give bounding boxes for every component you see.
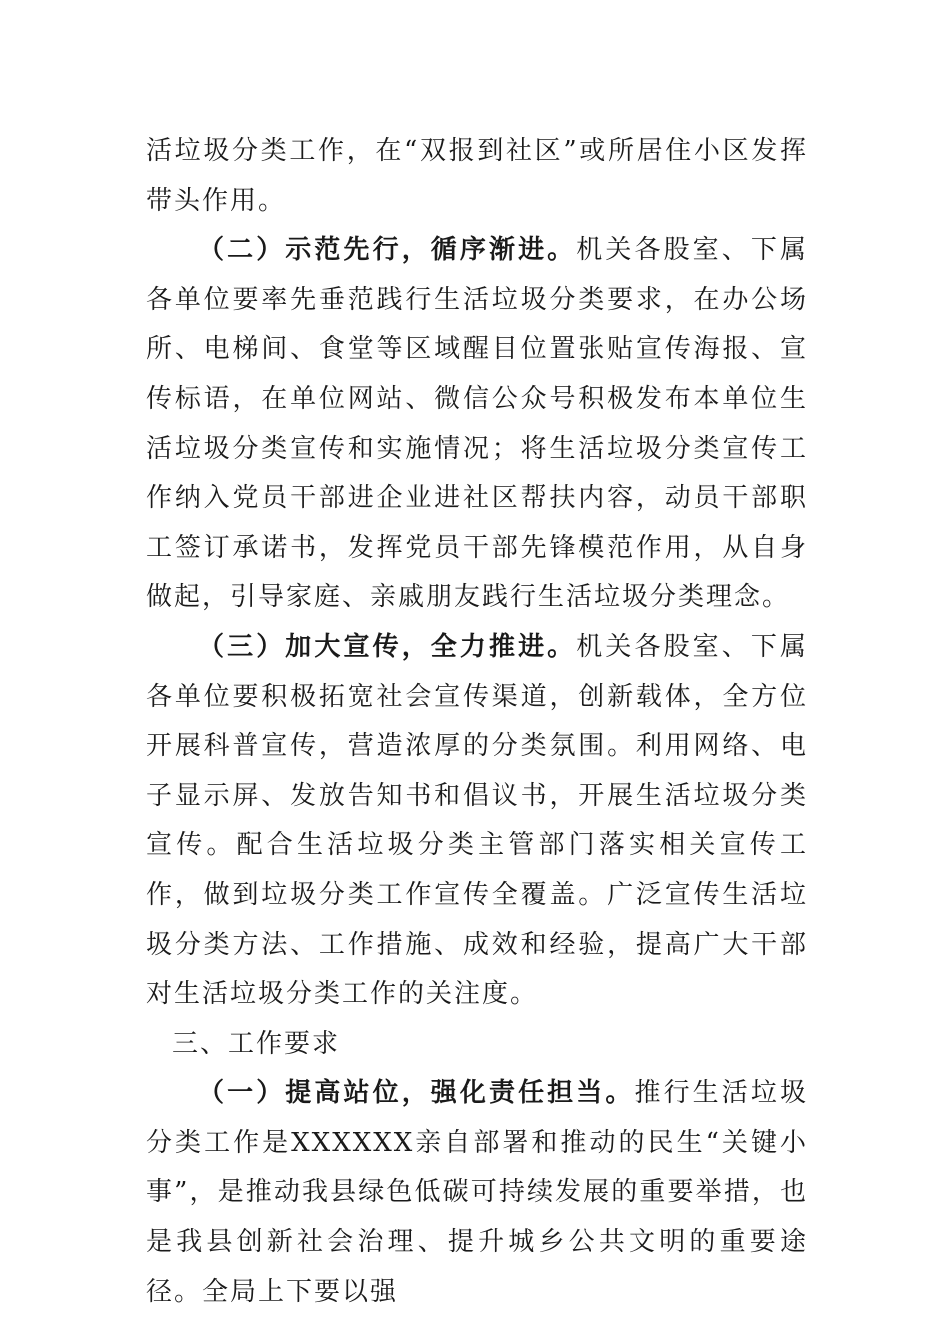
paragraph-lead: （一）提高站位，强化责任担当。 — [198, 1078, 635, 1109]
paragraph-lead: （三）加大宣传，全力推进。 — [198, 631, 577, 662]
paragraph-lead: （二）示范先行，循序渐进。 — [198, 235, 577, 266]
paragraph-responsibility — [146, 1069, 808, 1317]
paragraph-text: 活垃圾分类工作，在“双报到社区”或所居住小区发挥带头作用。 — [146, 136, 808, 216]
section-heading: 三、工作要求 — [172, 1028, 341, 1059]
paragraph-text: 推行生活垃圾分类工作是XXXXXX亲自部署和推动的民生“关键小事”，是推动我县绿色低碳可持续发展的重要举措，也是我县创新社会治理、提升城乡公共文明的重要途径。全局上下要以强 — [146, 1078, 808, 1307]
paragraph-text: 机关各股室、下属各单位要积极拓宽社会宣传渠道，创新载体，全方位开展科普宣传，营造浓厚的分类氛围。利用网络、电子显示屏、发放告知书和倡议书，开展生活垃圾分类宣传。配合生活垃圾分类主管部门落实相关宣传工作，做到垃圾分类工作宣传全覆盖。广泛宣传生活垃圾分类方法、工作措施、成效和经验，提高广大干部对生活垃圾分类工作的关注度。 — [146, 631, 808, 1010]
paragraph-text: 机关各股室、下属各单位要率先垂范践行生活垃圾分类要求，在办公场所、电梯间、食堂等区域醒目位置张贴宣传海报、宣传标语，在单位网站、微信公众号积极发布本单位生活垃圾分类宣传和实施情况；将生活垃圾分类宣传工作纳入党员干部进企业进社区帮扶内容，动员干部职工签订承诺书，发挥党员干部先锋模范作用，从自身做起，引导家庭、亲戚朋友践行生活垃圾分类理念。 — [146, 235, 808, 613]
paragraph-continuation — [146, 127, 808, 226]
paragraph-demonstration — [146, 226, 808, 623]
paragraph-publicity — [146, 623, 808, 1020]
document-body — [146, 127, 808, 1317]
